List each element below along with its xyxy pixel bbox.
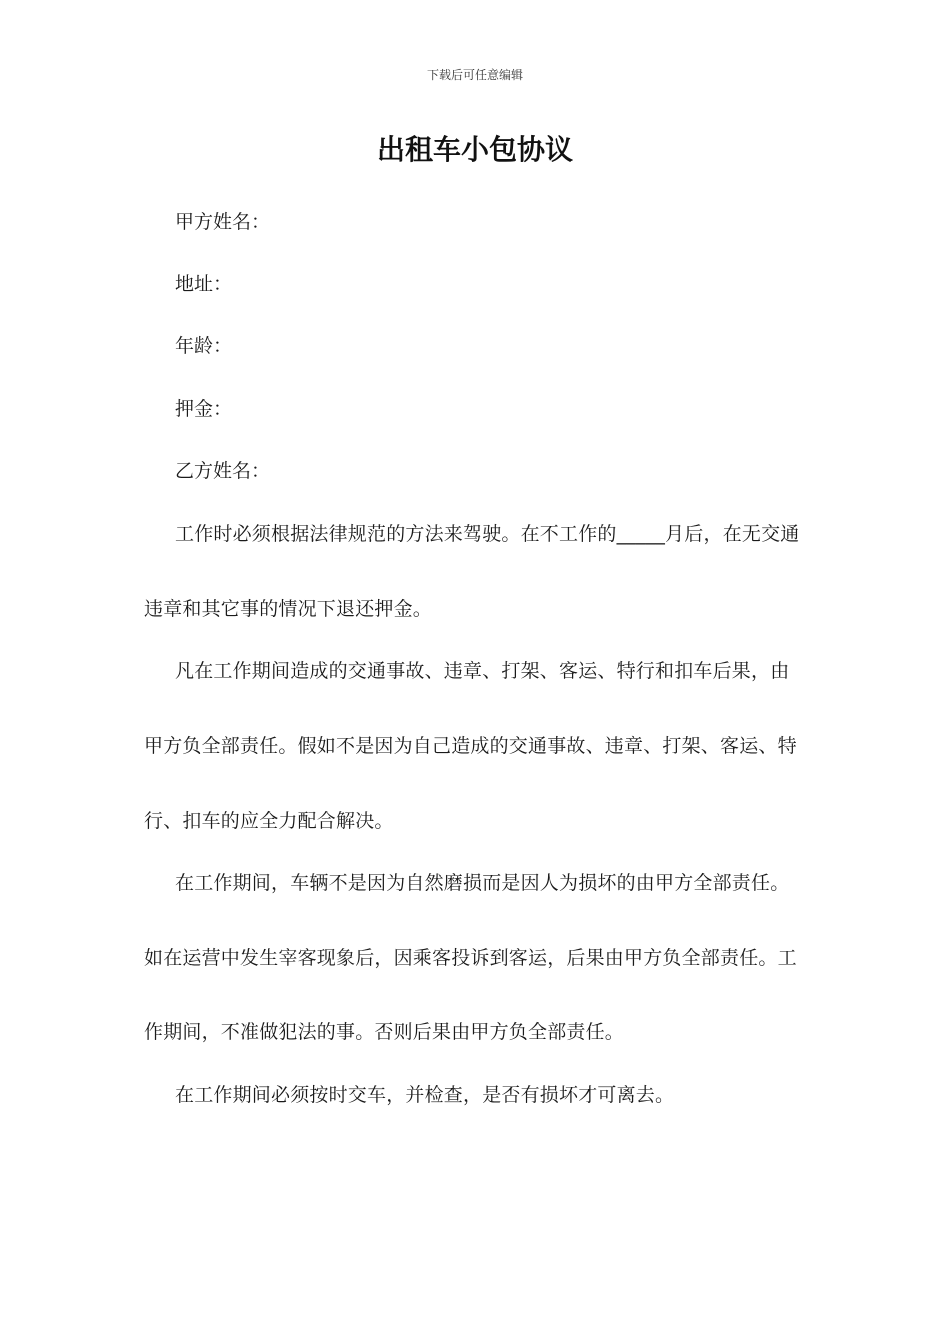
paragraph-line: 凡在工作期间造成的交通事故、违章、打架、客运、特行和扣车后果，由 bbox=[175, 660, 790, 682]
party-a-name-label: 甲方姓名： bbox=[175, 211, 271, 233]
paragraph-line: 如在运营中发生宰客现象后，因乘客投诉到客运，后果由甲方负全部责任。工 bbox=[144, 947, 797, 969]
paragraph-line: 作期间，不准做犯法的事。否则后果由甲方负全部责任。 bbox=[144, 1021, 625, 1043]
paragraph-line: 在工作期间，车辆不是因为自然磨损而是因人为损坏的由甲方全部责任。 bbox=[175, 872, 790, 894]
paragraph-line: 行、扣车的应全力配合解决。 bbox=[144, 810, 394, 832]
paragraph-line: 违章和其它事的情况下退还押金。 bbox=[144, 598, 433, 620]
header-note: 下载后可任意编辑 bbox=[426, 68, 523, 82]
address-label: 地址： bbox=[175, 273, 233, 295]
age-label: 年龄： bbox=[175, 335, 233, 357]
paragraph-line: 甲方负全部责任。假如不是因为自己造成的交通事故、违章、打架、客运、特 bbox=[144, 735, 797, 757]
document-title: 出租车小包协议 bbox=[376, 133, 573, 166]
deposit-label: 押金： bbox=[175, 398, 233, 420]
paragraph-line: 工作时必须根据法律规范的方法来驾驶。在不工作的_____月后，在无交通 bbox=[175, 523, 800, 545]
paragraph-line: 在工作期间必须按时交车，并检查，是否有损坏才可离去。 bbox=[175, 1084, 675, 1106]
party-b-name-label: 乙方姓名： bbox=[175, 460, 271, 482]
